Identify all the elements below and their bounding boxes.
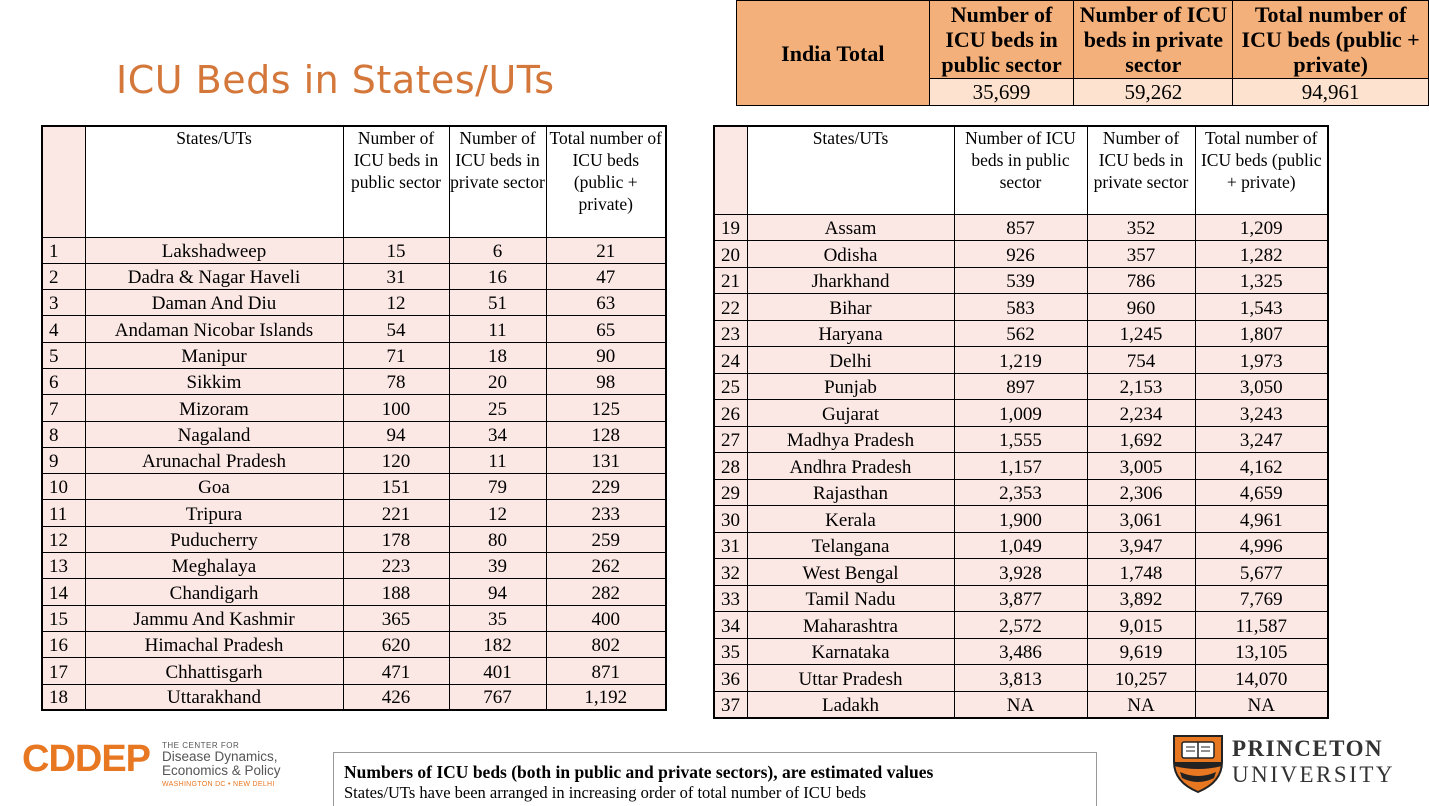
table-row xyxy=(42,474,666,500)
table-row xyxy=(42,658,666,684)
cell-public: 426 xyxy=(343,684,449,710)
cell-state: Nagaland xyxy=(85,421,343,447)
cell-num: 37 xyxy=(714,691,747,718)
cell-num: 24 xyxy=(714,347,747,374)
princeton-logo-line1: PRINCETON xyxy=(1232,736,1384,761)
cell-public: 71 xyxy=(343,342,449,368)
cell-total: 1,807 xyxy=(1195,320,1328,347)
cell-state: Puducherry xyxy=(85,526,343,552)
table-row xyxy=(714,214,1328,241)
cell-public: 471 xyxy=(343,658,449,684)
cell-state: Manipur xyxy=(85,342,343,368)
table-header-row xyxy=(714,126,1328,214)
cell-num: 17 xyxy=(42,658,85,684)
cell-num: 14 xyxy=(42,579,85,605)
cell-num: 16 xyxy=(42,631,85,657)
cell-state: Uttarakhand xyxy=(85,684,343,710)
cell-total: 259 xyxy=(546,526,666,552)
cell-total: 1,973 xyxy=(1195,347,1328,374)
cell-state: Rajasthan xyxy=(747,479,954,506)
cell-private: 20 xyxy=(449,368,546,394)
header-public: Number of ICU beds in public sector xyxy=(954,126,1087,214)
cell-total: 3,243 xyxy=(1195,400,1328,427)
table-row xyxy=(42,631,666,657)
cell-private: 754 xyxy=(1087,347,1195,374)
cell-private: 80 xyxy=(449,526,546,552)
cell-private: 767 xyxy=(449,684,546,710)
cell-public: 12 xyxy=(343,290,449,316)
note-box xyxy=(333,752,1097,806)
cell-public: 365 xyxy=(343,605,449,631)
cell-private: 9,015 xyxy=(1087,612,1195,639)
table-row xyxy=(42,342,666,368)
table-row xyxy=(42,526,666,552)
table-row xyxy=(714,665,1328,692)
table-row xyxy=(714,347,1328,374)
cell-private: 2,234 xyxy=(1087,400,1195,427)
india-total-label: India Total xyxy=(737,1,930,106)
cell-state: Andhra Pradesh xyxy=(747,453,954,480)
table-row xyxy=(42,553,666,579)
cell-state: Karnataka xyxy=(747,638,954,665)
cell-private: 3,892 xyxy=(1087,585,1195,612)
cell-public: 1,009 xyxy=(954,400,1087,427)
cell-total: 262 xyxy=(546,553,666,579)
table-row xyxy=(714,241,1328,268)
cell-public: NA xyxy=(954,691,1087,718)
cell-num: 29 xyxy=(714,479,747,506)
cell-private: 25 xyxy=(449,395,546,421)
cddep-logo-letters: CDDEP xyxy=(22,738,151,780)
cell-public: 897 xyxy=(954,373,1087,400)
table-row xyxy=(714,559,1328,586)
cell-num: 28 xyxy=(714,453,747,480)
cell-public: 1,049 xyxy=(954,532,1087,559)
cell-public: 926 xyxy=(954,241,1087,268)
cell-private: 352 xyxy=(1087,214,1195,241)
india-total-total-header: Total number of ICU beds (public + private) xyxy=(1233,1,1429,79)
cddep-logo xyxy=(22,738,282,798)
cell-total: 4,162 xyxy=(1195,453,1328,480)
cell-num: 10 xyxy=(42,474,85,500)
india-total-total-value: 94,961 xyxy=(1233,79,1429,106)
india-total-public-header: Number of ICU beds in public sector xyxy=(929,1,1074,79)
cell-private: 11 xyxy=(449,447,546,473)
table-row xyxy=(714,585,1328,612)
cell-private: 6 xyxy=(449,237,546,263)
cell-public: 3,877 xyxy=(954,585,1087,612)
cell-state: Goa xyxy=(85,474,343,500)
cell-state: Punjab xyxy=(747,373,954,400)
table-row xyxy=(42,316,666,342)
cell-state: Tamil Nadu xyxy=(747,585,954,612)
cell-total: 98 xyxy=(546,368,666,394)
header-private: Number of ICU beds in private sector xyxy=(449,126,546,237)
table-header-row xyxy=(42,126,666,237)
cell-public: 223 xyxy=(343,553,449,579)
india-total-private-value: 59,262 xyxy=(1074,79,1233,106)
cell-state: Andaman Nicobar Islands xyxy=(85,316,343,342)
header-num xyxy=(714,126,747,214)
cell-total: 131 xyxy=(546,447,666,473)
cell-state: Gujarat xyxy=(747,400,954,427)
cell-total: 47 xyxy=(546,263,666,289)
cell-total: 400 xyxy=(546,605,666,631)
table-row xyxy=(42,421,666,447)
cell-num: 7 xyxy=(42,395,85,421)
cell-public: 3,928 xyxy=(954,559,1087,586)
cell-state: Sikkim xyxy=(85,368,343,394)
header-state: States/UTs xyxy=(747,126,954,214)
table-row xyxy=(42,237,666,263)
cell-num: 5 xyxy=(42,342,85,368)
right-states-table xyxy=(713,125,1329,719)
cell-public: 1,157 xyxy=(954,453,1087,480)
cell-total: 63 xyxy=(546,290,666,316)
cell-num: 36 xyxy=(714,665,747,692)
cell-private: 10,257 xyxy=(1087,665,1195,692)
cell-total: 14,070 xyxy=(1195,665,1328,692)
cell-public: 15 xyxy=(343,237,449,263)
table-row xyxy=(42,447,666,473)
cell-private: 39 xyxy=(449,553,546,579)
cell-public: 151 xyxy=(343,474,449,500)
cell-state: Arunachal Pradesh xyxy=(85,447,343,473)
cell-num: 6 xyxy=(42,368,85,394)
cell-private: 1,245 xyxy=(1087,320,1195,347)
cell-private: 357 xyxy=(1087,241,1195,268)
cell-state: Meghalaya xyxy=(85,553,343,579)
cell-num: 19 xyxy=(714,214,747,241)
cell-public: 78 xyxy=(343,368,449,394)
cell-private: 94 xyxy=(449,579,546,605)
cell-state: Kerala xyxy=(747,506,954,533)
cell-total: 1,543 xyxy=(1195,294,1328,321)
cell-total: 4,659 xyxy=(1195,479,1328,506)
cell-public: 562 xyxy=(954,320,1087,347)
cell-state: Uttar Pradesh xyxy=(747,665,954,692)
cddep-logo-line2: Economics & Policy xyxy=(162,763,281,778)
table-row xyxy=(42,605,666,631)
cell-public: 2,572 xyxy=(954,612,1087,639)
cell-num: 25 xyxy=(714,373,747,400)
cell-state: West Bengal xyxy=(747,559,954,586)
header-private: Number of ICU beds in private sector xyxy=(1087,126,1195,214)
table-row xyxy=(714,532,1328,559)
cell-num: 21 xyxy=(714,267,747,294)
cell-private: 51 xyxy=(449,290,546,316)
table-row xyxy=(714,506,1328,533)
cell-total: NA xyxy=(1195,691,1328,718)
cell-num: 4 xyxy=(42,316,85,342)
cell-total: 1,282 xyxy=(1195,241,1328,268)
cell-num: 30 xyxy=(714,506,747,533)
table-row xyxy=(42,500,666,526)
left-table-body xyxy=(42,126,666,710)
princeton-logo xyxy=(1172,732,1412,798)
cell-total: 229 xyxy=(546,474,666,500)
cell-total: 128 xyxy=(546,421,666,447)
cell-private: 18 xyxy=(449,342,546,368)
cell-public: 188 xyxy=(343,579,449,605)
cell-state: Daman And Diu xyxy=(85,290,343,316)
cell-public: 857 xyxy=(954,214,1087,241)
cell-public: 120 xyxy=(343,447,449,473)
cell-num: 31 xyxy=(714,532,747,559)
cell-private: 2,306 xyxy=(1087,479,1195,506)
cell-num: 12 xyxy=(42,526,85,552)
table-row xyxy=(42,263,666,289)
cell-public: 620 xyxy=(343,631,449,657)
table-row xyxy=(714,426,1328,453)
princeton-logo-line2: UNIVERSITY xyxy=(1232,762,1395,787)
table-row xyxy=(714,294,1328,321)
cell-num: 23 xyxy=(714,320,747,347)
cell-state: Haryana xyxy=(747,320,954,347)
cell-num: 8 xyxy=(42,421,85,447)
cell-total: 11,587 xyxy=(1195,612,1328,639)
cell-total: 65 xyxy=(546,316,666,342)
cell-private: 12 xyxy=(449,500,546,526)
cell-state: Chhattisgarh xyxy=(85,658,343,684)
cell-total: 4,996 xyxy=(1195,532,1328,559)
table-row xyxy=(42,579,666,605)
cell-total: 5,677 xyxy=(1195,559,1328,586)
cell-num: 2 xyxy=(42,263,85,289)
cell-state: Dadra & Nagar Haveli xyxy=(85,263,343,289)
cell-private: 79 xyxy=(449,474,546,500)
cell-private: 1,748 xyxy=(1087,559,1195,586)
cell-state: Mizoram xyxy=(85,395,343,421)
cell-num: 1 xyxy=(42,237,85,263)
cell-total: 125 xyxy=(546,395,666,421)
cell-public: 1,555 xyxy=(954,426,1087,453)
cell-private: 3,947 xyxy=(1087,532,1195,559)
cell-total: 90 xyxy=(546,342,666,368)
cell-private: 182 xyxy=(449,631,546,657)
table-row xyxy=(714,612,1328,639)
cell-public: 3,486 xyxy=(954,638,1087,665)
cell-total: 802 xyxy=(546,631,666,657)
table-row xyxy=(42,290,666,316)
cell-state: Jharkhand xyxy=(747,267,954,294)
table-row xyxy=(42,395,666,421)
cell-private: 2,153 xyxy=(1087,373,1195,400)
cell-public: 1,900 xyxy=(954,506,1087,533)
cell-num: 22 xyxy=(714,294,747,321)
cell-num: 15 xyxy=(42,605,85,631)
cell-private: 11 xyxy=(449,316,546,342)
header-public: Number of ICU beds in public sector xyxy=(343,126,449,237)
cell-total: 1,209 xyxy=(1195,214,1328,241)
header-total: Total number of ICU beds (public + private) xyxy=(546,126,666,237)
india-total-private-header: Number of ICU beds in private sector xyxy=(1074,1,1233,79)
cell-num: 32 xyxy=(714,559,747,586)
cddep-logo-line1: Disease Dynamics, xyxy=(162,749,278,764)
cell-public: 1,219 xyxy=(954,347,1087,374)
cell-total: 21 xyxy=(546,237,666,263)
cell-total: 3,050 xyxy=(1195,373,1328,400)
cell-num: 11 xyxy=(42,500,85,526)
page-title: ICU Beds in States/UTs xyxy=(116,58,555,102)
cell-public: 100 xyxy=(343,395,449,421)
cell-private: 3,005 xyxy=(1087,453,1195,480)
cell-total: 282 xyxy=(546,579,666,605)
cell-public: 31 xyxy=(343,263,449,289)
cell-private: 9,619 xyxy=(1087,638,1195,665)
cell-private: 1,692 xyxy=(1087,426,1195,453)
india-total-public-value: 35,699 xyxy=(929,79,1074,106)
header-num xyxy=(42,126,85,237)
cell-private: 35 xyxy=(449,605,546,631)
cell-num: 9 xyxy=(42,447,85,473)
header-state: States/UTs xyxy=(85,126,343,237)
cell-state: Himachal Pradesh xyxy=(85,631,343,657)
right-table-body xyxy=(714,126,1328,718)
cddep-logo-small: THE CENTER FOR xyxy=(162,741,240,750)
cell-num: 27 xyxy=(714,426,747,453)
cell-state: Chandigarh xyxy=(85,579,343,605)
cell-public: 583 xyxy=(954,294,1087,321)
cddep-logo-location: WASHINGTON DC • NEW DELHI xyxy=(162,781,275,788)
princeton-shield-icon xyxy=(1172,732,1224,794)
cell-private: 16 xyxy=(449,263,546,289)
table-row xyxy=(714,453,1328,480)
cell-state: Jammu And Kashmir xyxy=(85,605,343,631)
table-row xyxy=(714,691,1328,718)
cell-total: 1,325 xyxy=(1195,267,1328,294)
cell-num: 3 xyxy=(42,290,85,316)
cell-total: 1,192 xyxy=(546,684,666,710)
cell-public: 221 xyxy=(343,500,449,526)
cell-private: NA xyxy=(1087,691,1195,718)
cell-total: 4,961 xyxy=(1195,506,1328,533)
cell-public: 178 xyxy=(343,526,449,552)
left-states-table xyxy=(41,125,667,711)
cell-state: Bihar xyxy=(747,294,954,321)
cell-total: 233 xyxy=(546,500,666,526)
table-row xyxy=(42,368,666,394)
cell-private: 786 xyxy=(1087,267,1195,294)
cell-state: Odisha xyxy=(747,241,954,268)
cell-private: 3,061 xyxy=(1087,506,1195,533)
cell-public: 3,813 xyxy=(954,665,1087,692)
cell-private: 34 xyxy=(449,421,546,447)
cell-num: 33 xyxy=(714,585,747,612)
header-total: Total number of ICU beds (public + private) xyxy=(1195,126,1328,214)
cell-num: 34 xyxy=(714,612,747,639)
cell-state: Maharashtra xyxy=(747,612,954,639)
cell-num: 13 xyxy=(42,553,85,579)
cell-num: 26 xyxy=(714,400,747,427)
cell-state: Tripura xyxy=(85,500,343,526)
cell-private: 960 xyxy=(1087,294,1195,321)
cell-state: Madhya Pradesh xyxy=(747,426,954,453)
cell-total: 3,247 xyxy=(1195,426,1328,453)
table-row xyxy=(42,684,666,710)
cell-total: 13,105 xyxy=(1195,638,1328,665)
cell-state: Assam xyxy=(747,214,954,241)
cell-state: Delhi xyxy=(747,347,954,374)
cell-public: 539 xyxy=(954,267,1087,294)
cell-total: 7,769 xyxy=(1195,585,1328,612)
cell-num: 35 xyxy=(714,638,747,665)
cell-state: Ladakh xyxy=(747,691,954,718)
table-row xyxy=(714,320,1328,347)
cell-public: 2,353 xyxy=(954,479,1087,506)
cell-state: Lakshadweep xyxy=(85,237,343,263)
note-line-1: Numbers of ICU beds (both in public and private sectors), are estimated values xyxy=(344,762,934,782)
cell-total: 871 xyxy=(546,658,666,684)
cell-public: 94 xyxy=(343,421,449,447)
cell-num: 20 xyxy=(714,241,747,268)
india-total-table xyxy=(736,0,1429,106)
cell-num: 18 xyxy=(42,684,85,710)
cell-state: Telangana xyxy=(747,532,954,559)
cell-private: 401 xyxy=(449,658,546,684)
cell-public: 54 xyxy=(343,316,449,342)
table-row xyxy=(714,638,1328,665)
table-row xyxy=(714,373,1328,400)
table-row xyxy=(714,400,1328,427)
table-row xyxy=(714,267,1328,294)
note-line-2: States/UTs have been arranged in increasing order of total number of ICU beds xyxy=(344,783,867,802)
table-row xyxy=(714,479,1328,506)
